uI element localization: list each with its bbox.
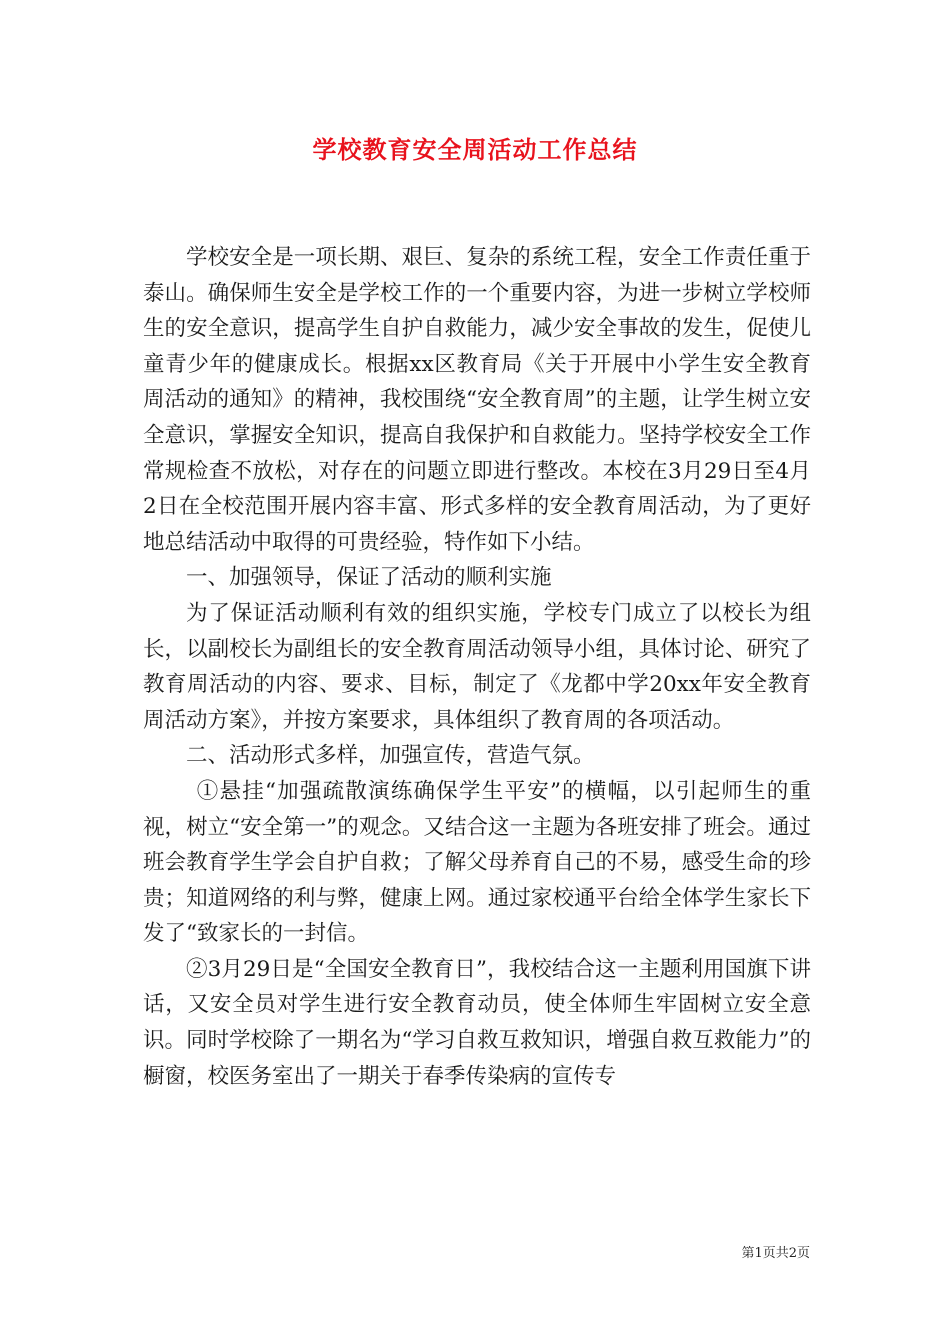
document-title: 学校教育安全周活动工作总结 (312, 135, 638, 164)
intro-paragraph: 学校安全是一项长期、艰巨、复杂的系统工程，安全工作责任重于泰山。确保师生安全是学校工作的一个重要内容，为进一步树立学校师生的安全意识，提高学生自护自救能力，减少安全事故的发生，促使儿童青少年的健康成长。根据xx区教育局《关于开展中小学生安全教育周活动的通知》的精神，我校围绕“安全教育周”的主题，让学生树立安全意识，掌握安全知识，提高自我保护和自救能力。坚持学校安全工作常规检查不放松，对存在的问题立即进行整改。本校在3月29日至4月2日在全校范围开展内容丰富、形式多样的安全教育周活动，为了更好地总结活动中取得的可贵经验，特作如下小结。 (143, 245, 811, 555)
section-2-item-1: ①悬挂“加强疏散演练确保学生平安”的横幅，以引起师生的重视，树立“安全第一”的观念。又结合这一主题为各班安排了班会。通过班会教育学生学会自护自救；了解父母养育自己的不易，感受生命的珍贵；知道网络的利与弊，健康上网。通过家校通平台给全体学生家长下发了“致家长的一封信。 (143, 778, 811, 947)
page-number: 第1页共2页 (741, 1246, 810, 1261)
section-heading-2: 二、活动形式多样，加强宣传，营造气氛。 (186, 743, 595, 769)
section-heading-1: 一、加强领导，保证了活动的顺利实施 (186, 565, 552, 591)
section-1-paragraph: 为了保证活动顺利有效的组织实施，学校专门成立了以校长为组长，以副校长为副组长的安全教育周活动领导小组，具体讨论、研究了教育周活动的内容、要求、目标，制定了《龙都中学20xx年安全教育周活动方案》，并按方案要求，具体组织了教育周的各项活动。 (143, 600, 811, 733)
section-2-item-2: ②3月29日是“全国安全教育日”，我校结合这一主题利用国旗下讲话，又安全员对学生进行安全教育动员，使全体师生牢固树立安全意识。同时学校除了一期名为“学习自救互救知识，增强自救互救能力”的橱窗，校医务室出了一期关于春季传染病的宣传专 (143, 956, 811, 1089)
document-body (143, 240, 811, 1094)
